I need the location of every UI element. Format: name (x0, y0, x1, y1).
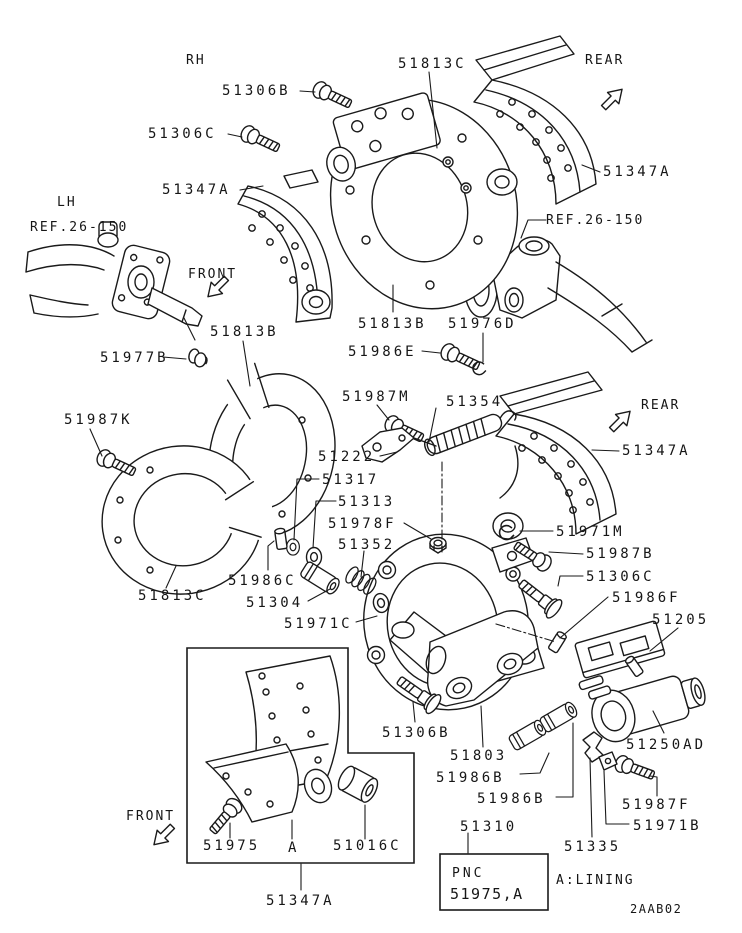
part-label-51813c: 51813C (138, 588, 207, 604)
part-label-51813b: 51813B (210, 324, 279, 340)
brake-shoe-top-right (474, 36, 596, 204)
part-label-51803: 51803 (450, 748, 508, 764)
part-label-51313: 51313 (338, 494, 396, 510)
direction-label-rear: REAR (585, 53, 625, 68)
part-label-51813b: 51813B (358, 316, 427, 332)
pnc-box (440, 854, 548, 910)
part-label-51978f: 51978F (328, 516, 397, 532)
part-label-51205: 51205 (652, 612, 710, 628)
part-label-51222: 51222 (318, 449, 376, 465)
drawing-code: 2AAB02 (630, 902, 683, 916)
bushing-51016C (335, 764, 381, 805)
brake-shoe-right (493, 372, 616, 539)
direction-label-lh: LH (57, 195, 77, 210)
inset-box (187, 648, 414, 863)
part-label-51987b: 51987B (586, 546, 655, 562)
part-label-51987m: 51987M (342, 389, 411, 405)
part-label-51971c: 51971C (284, 616, 353, 632)
bolt-51987F (613, 754, 656, 784)
washer-51317 (287, 539, 300, 555)
axle-housing-lh (26, 222, 202, 340)
bolt-51975 (206, 796, 245, 838)
part-label-51310: 51310 (460, 819, 518, 835)
brake-shoe-top-left (238, 170, 332, 322)
part-label-51977b: 51977B (100, 350, 169, 366)
part-label-51986b: 51986B (436, 770, 505, 786)
part-label-51975: 51975 (203, 838, 261, 854)
part-label-a: A (288, 840, 300, 856)
pnc-box-label: PNC (452, 866, 485, 881)
part-label-51813c: 51813C (398, 56, 467, 72)
bolt-51986E (439, 342, 482, 374)
direction-label-ref-26-150: REF.26-150 (30, 220, 129, 235)
part-label-51354: 51354 (446, 394, 504, 410)
part-label-51347a: 51347A (603, 164, 672, 180)
grommet-51986C (274, 528, 287, 550)
grommet-51977B (187, 348, 209, 368)
direction-label-front: FRONT (188, 267, 238, 282)
direction-label-ref-26-150: REF.26-150 (546, 213, 645, 228)
part-label-51976d: 51976D (448, 316, 517, 332)
part-label-51250ad: 51250AD (626, 737, 707, 753)
part-label-51016c: 51016C (333, 838, 402, 854)
part-label-51306c: 51306C (148, 126, 217, 142)
part-label-51987f: 51987F (622, 797, 691, 813)
direction-label-front: FRONT (126, 809, 176, 824)
pnc-box-value: 51975,A (450, 885, 524, 903)
part-label-51306b: 51306B (382, 725, 451, 741)
direction-label-rh: RH (186, 53, 206, 68)
part-label-51347a: 51347A (266, 893, 335, 909)
rear-arrow-right (606, 406, 636, 436)
front-arrow-bottom (148, 821, 178, 851)
spring-wire (500, 446, 518, 498)
direction-label-rear: REAR (641, 398, 681, 413)
rear-arrow-top (598, 84, 628, 114)
part-label-51986b: 51986B (477, 791, 546, 807)
part-label-51987k: 51987K (64, 412, 133, 428)
part-label-51986e: 51986E (348, 344, 417, 360)
piston-51304 (299, 561, 341, 596)
part-label-51971m: 51971M (556, 524, 625, 540)
part-label-51352: 51352 (338, 537, 396, 553)
part-label-51986c: 51986C (228, 573, 297, 589)
bolt-51306C-top (239, 124, 282, 156)
part-label-51347a: 51347A (162, 182, 231, 198)
lining-note: A:LINING (556, 873, 635, 888)
brake-shoe-inset (206, 656, 381, 822)
part-label-51306c: 51306C (586, 569, 655, 585)
part-label-51304: 51304 (246, 595, 304, 611)
part-label-51971b: 51971B (633, 818, 702, 834)
part-label-51335: 51335 (564, 839, 622, 855)
part-label-51347a: 51347A (622, 443, 691, 459)
bolt-51306B-top (311, 80, 354, 112)
part-label-51306b: 51306B (222, 83, 291, 99)
part-label-51317: 51317 (322, 472, 380, 488)
part-label-51986f: 51986F (612, 590, 681, 606)
